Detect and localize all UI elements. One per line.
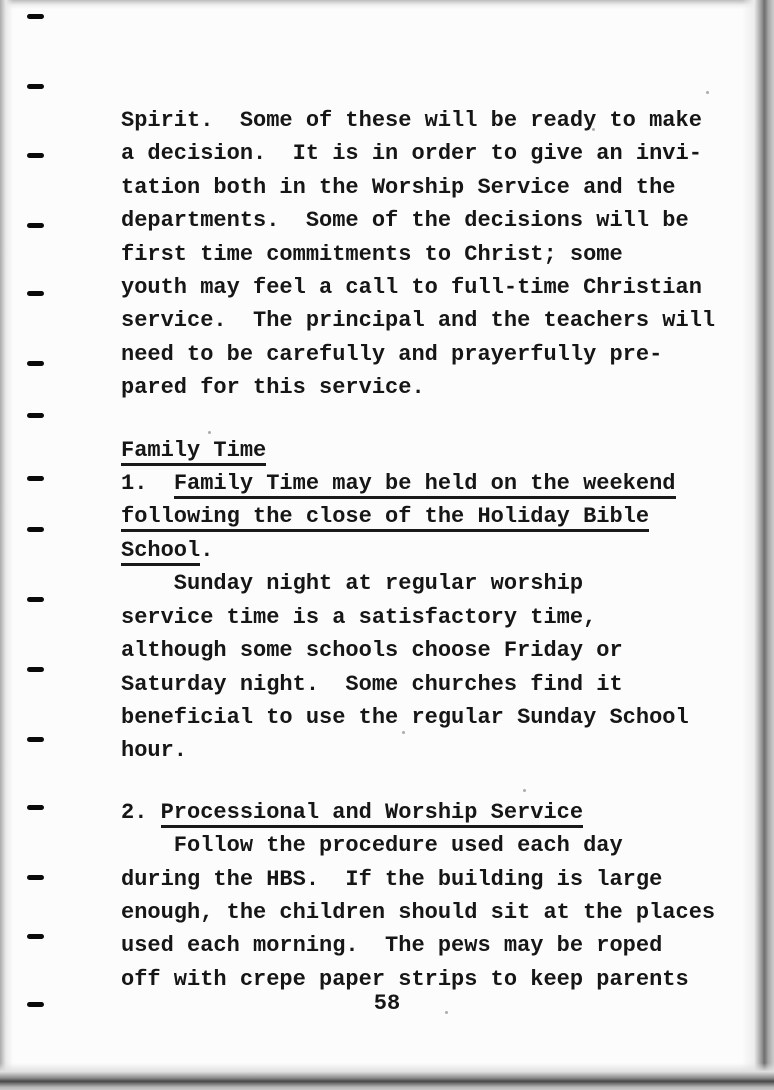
- family-time-section: [121, 434, 746, 768]
- text-line: departments. Some of the decisions will be: [121, 208, 689, 234]
- processional-section: [121, 796, 746, 996]
- binding-mark: [27, 14, 44, 19]
- page-edge-shadow-right: [742, 0, 774, 1090]
- text-line: Follow the procedure used each day: [121, 833, 623, 859]
- text-line: enough, the children should sit at the places: [121, 899, 716, 925]
- document-text: [121, 104, 746, 996]
- item-underlined-text: Family Time may be held on the weekend: [174, 471, 676, 499]
- text-line: off with crepe paper strips to keep parents: [121, 966, 689, 992]
- paragraph-spirit: [121, 104, 746, 405]
- text-line: Spirit. Some of these will be ready to make: [121, 108, 702, 133]
- text-line: service. The principal and the teachers will: [121, 308, 716, 334]
- text-line: need to be carefully and prayerfully pre-: [121, 341, 663, 367]
- text-line: hour.: [121, 738, 188, 764]
- text-line: a decision. It is in order to give an invi-: [121, 141, 702, 167]
- item-underlined-text: School: [121, 538, 200, 566]
- binding-mark: [27, 84, 44, 89]
- page-edge-shadow-left: [0, 0, 13, 1090]
- item-punctuation: .: [200, 537, 214, 563]
- text-line: service time is a satisfactory time,: [121, 604, 597, 630]
- binding-mark: [27, 223, 44, 228]
- binding-mark: [27, 476, 44, 481]
- text-line: Saturday night. Some churches find it: [121, 671, 623, 697]
- section-heading-family-time: [121, 434, 746, 467]
- heading-underlined-text: Processional and Worship Service: [161, 800, 583, 828]
- item-number: 1.: [121, 471, 174, 497]
- section-heading-processional: [121, 796, 746, 829]
- page-edge-shadow-bottom: [0, 1063, 774, 1090]
- heading-underlined-text: Family Time: [121, 438, 266, 466]
- page-number: 58: [373, 991, 401, 1016]
- text-line: during the HBS. If the building is large: [121, 866, 663, 892]
- list-item-1-line-2: [121, 500, 746, 533]
- item-underlined-text: following the close of the Holiday Bible: [121, 504, 649, 532]
- text-line: Sunday night at regular worship: [121, 571, 584, 597]
- binding-mark: [27, 291, 44, 296]
- list-item-1-line-3: [121, 534, 746, 567]
- binding-mark: [27, 737, 44, 742]
- text-line: used each morning. The pews may be roped: [121, 933, 663, 959]
- text-line: beneficial to use the regular Sunday School: [121, 704, 689, 730]
- text-line: youth may feel a call to full-time Christian: [121, 275, 702, 301]
- binding-mark: [27, 413, 44, 418]
- text-line: tation both in the Worship Service and the: [121, 174, 676, 200]
- binding-mark: [27, 934, 44, 939]
- text-line: pared for this service.: [121, 375, 425, 401]
- list-item-1-line-1: [121, 467, 746, 500]
- binding-mark: [27, 667, 44, 672]
- binding-mark: [27, 361, 44, 366]
- binding-mark: [27, 527, 44, 532]
- binding-mark: [27, 597, 44, 602]
- binding-mark: [27, 805, 44, 810]
- page-edge-shadow-top: [0, 0, 774, 9]
- binding-mark: [27, 875, 44, 880]
- item-number: 2.: [121, 799, 161, 825]
- text-line: although some schools choose Friday or: [121, 638, 623, 664]
- text-line: first time commitments to Christ; some: [121, 241, 623, 267]
- binding-mark: [27, 153, 44, 158]
